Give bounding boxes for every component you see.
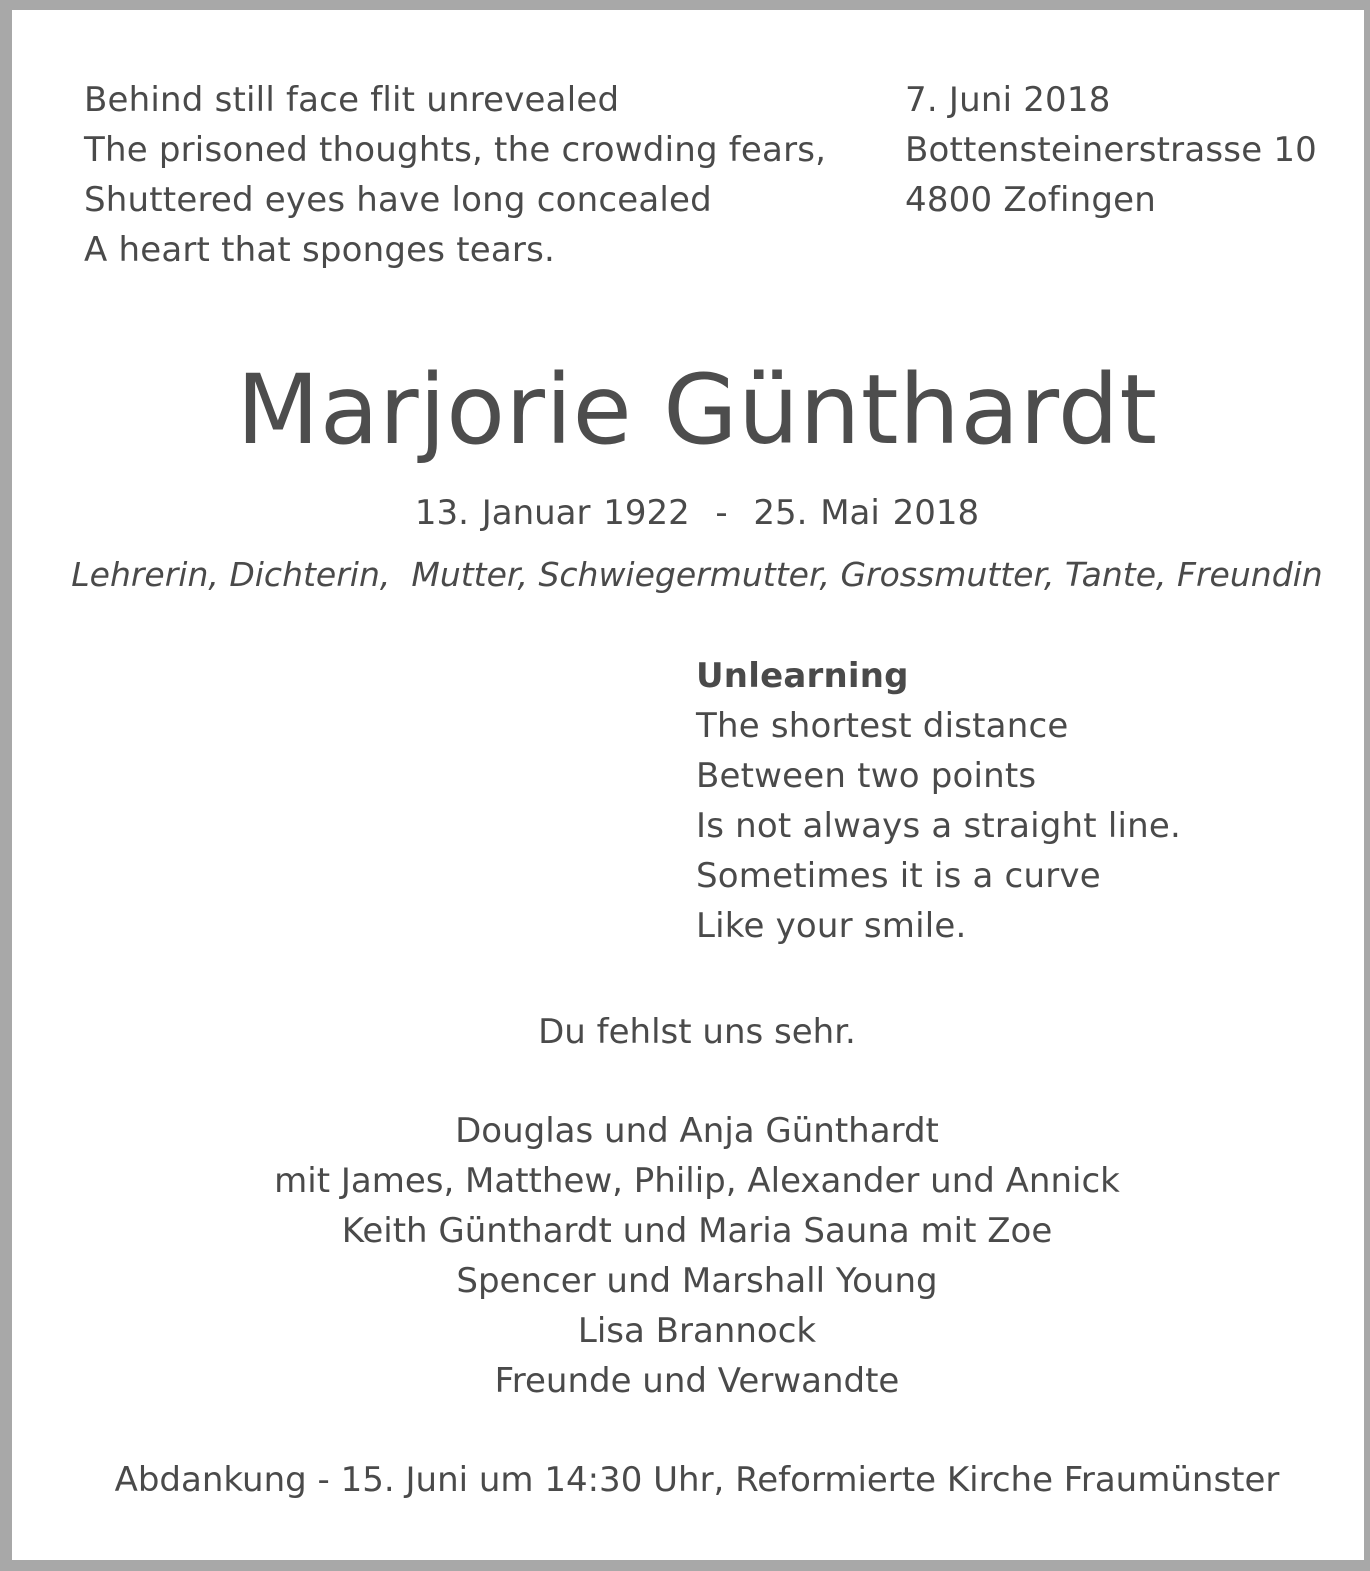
- poem-line: The shortest distance: [696, 706, 1069, 746]
- mourner-line: Keith Günthardt und Maria Sauna mit Zoe: [341, 1211, 1053, 1251]
- poem-line: Like your smile.: [696, 906, 967, 946]
- mourner-line: Lisa Brannock: [577, 1311, 817, 1351]
- unlearning-poem: [696, 651, 1181, 951]
- publication-date: 7. Juni 2018: [905, 80, 1111, 120]
- poem-line: Shuttered eyes have long concealed: [84, 180, 712, 220]
- poem-title: Unlearning: [696, 656, 909, 696]
- poem-line: The prisoned thoughts, the crowding fears,: [84, 130, 827, 170]
- ceremony-info: Abdankung - 15. Juni um 14:30 Uhr, Reformierte Kirche Fraumünster: [114, 1460, 1280, 1500]
- address-street: Bottensteinerstrasse 10: [905, 130, 1317, 170]
- mourner-line: Freunde und Verwandte: [494, 1361, 900, 1401]
- poem-line: A heart that sponges tears.: [84, 230, 555, 270]
- roles-line: Lehrerin, Dichterin, Mutter, Schwiegermutter, Grossmutter, Tante, Freundin: [71, 555, 1323, 594]
- poem-line: Sometimes it is a curve: [696, 856, 1101, 896]
- poem-line: Is not always a straight line.: [696, 806, 1181, 846]
- mourners-list: [12, 1106, 1370, 1406]
- opening-poem: [84, 75, 826, 275]
- poem-line: Between two points: [696, 756, 1037, 796]
- life-dates: 13. Januar 1922 - 25. Mai 2018: [414, 493, 980, 533]
- mourner-line: Spencer und Marshall Young: [456, 1261, 938, 1301]
- closing-phrase: Du fehlst uns sehr.: [538, 1012, 856, 1052]
- mourner-line: mit James, Matthew, Philip, Alexander und Annick: [274, 1161, 1120, 1201]
- date-and-address: [905, 75, 1317, 225]
- mourner-line: Douglas und Anja Günthardt: [455, 1111, 939, 1151]
- address-city: 4800 Zofingen: [905, 180, 1157, 220]
- poem-line: Behind still face flit unrevealed: [84, 80, 620, 120]
- deceased-name: Marjorie Günthardt: [236, 354, 1158, 466]
